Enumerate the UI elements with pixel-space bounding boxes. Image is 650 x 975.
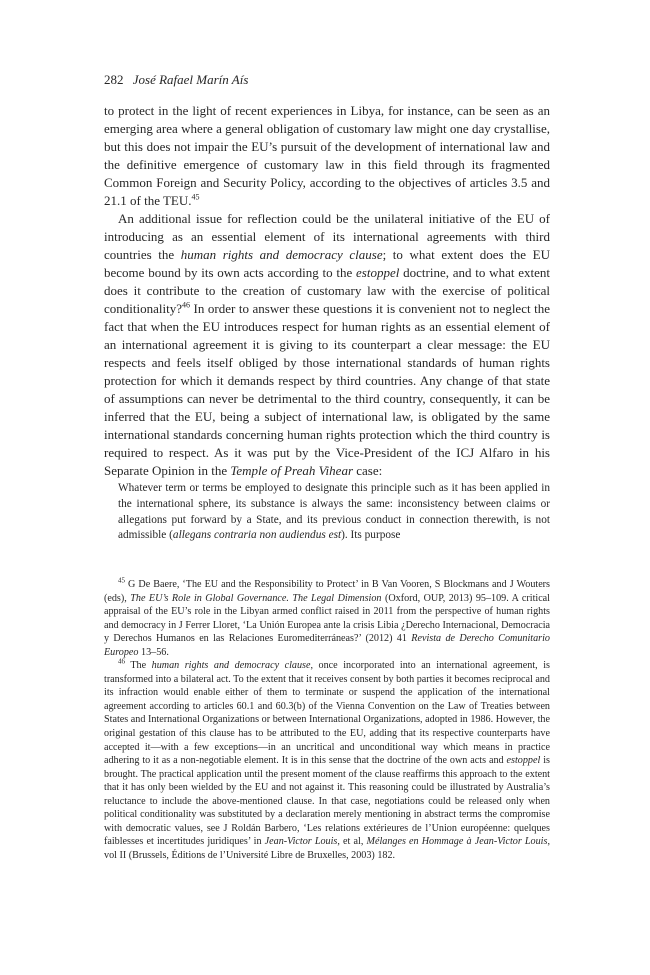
quote-text-a: Whatever term or terms be employed to designate this principle such as it has been applied in the international sphere, its substance is always the same: inconsistency between claims or allegations put forward by a State, and its previous conduct in connection therewith, is not admissible ( (118, 482, 550, 542)
paragraph-2-italic-clause: human rights and democracy clause (180, 247, 383, 262)
footnotes (104, 578, 550, 862)
footnote-46-mark: 46 (118, 657, 125, 666)
paragraph-2-text-c: doctrine, and to what extent does it contribute to the creation of customary law with the exercise of political conditionality? (104, 265, 550, 316)
footnote-46 (104, 659, 550, 862)
paragraph-2 (104, 210, 550, 480)
paragraph-2-text-a: An additional issue for reflection could be the unilateral initiative of the EU of introducing as an essential element of its international agreements with third countries the (104, 211, 550, 262)
main-text (104, 102, 550, 480)
paragraph-1 (104, 102, 550, 210)
footnote-46-italic-author: Jean-Victor Louis (264, 836, 338, 848)
paragraph-2-italic-estoppel: estoppel (356, 265, 400, 280)
block-quote (118, 481, 550, 544)
footnote-46-text-b: , once incorporated into an international agreement, is transformed into a bilateral act. To the extent that it receives consent by both parties it becomes reciprocal and its infraction would enable either of them to terminate or suspend the application of the international agreement according to articles 60.1 and 60.3(b) of the Vienna Convention on the Law of Treaties between States and International Organizations or between International Organizations, adopted in 1986. However, the original gestation of this clause has to be attributed to the EU, adding that its respective counterparts have accepted it—with a few exceptions—in an uncritical and unconditional way which means in practice adhering to it as a non-negotiable element. It is in this sense that the doctrine of the own acts and (104, 660, 550, 767)
footnote-46-text-e: , vol II (Brussels, Éditions de l’Université Libre de Bruxelles, 2003) 182. (104, 836, 550, 861)
footnote-46-text-c: is brought. The practical application until the present moment of the clause reaffirms this approach to the extent that it has only been wielded by the EU and not against it. This reasoning could be illustrated by Australia’s reluctance to include the above-mentioned clause. In that case, negotiations could be released only when political conditionality was substituted by a declaration merely mentioning in abstract terms the compromise with democratic values, see J Roldán Barbero, ‘Les relations extérieures de l’Union européenne: quelques faiblesses et incertitudes juridiques’ in (104, 755, 550, 848)
footnote-46-text-d: , et al, (337, 836, 367, 848)
paragraph-2-text-d: In order to answer these questions it is convenient not to neglect the fact that when the EU introduces respect for human rights as an essential element of an international agreement it is giving to its counterpart a clear message: the EU respects and feels itself obliged by those international standards of human rights protection for which it demands respect by third countries. Any change of that state of assumptions can never be detrimental to the third country, consequently, it can be inferred that the EU, being a subject of international law, is obligated by the same international standards concerning human rights protection which the third country is required to respect. As it was put by the Vice-President of the ICJ Alfaro in his Separate Opinion in the (104, 301, 550, 478)
page-number: 282 (104, 72, 124, 87)
footnote-46-text-a: The (125, 660, 152, 672)
paragraph-2-text-e: case: (353, 463, 383, 478)
footnote-45-text-c: 13–56. (138, 646, 169, 658)
footnote-ref-46[interactable]: 46 (181, 300, 190, 310)
footnote-46-italic-clause: human rights and democracy clause (151, 660, 311, 672)
quote-text-b: ). Its purpose (341, 529, 401, 542)
footnote-45-text-a: G De Baere, ‘The EU and the Responsibility to Protect’ in B Van Vooren, S Blockmans and J Wouters (eds), (104, 579, 550, 604)
running-author: José Rafael Marín Aís (132, 72, 249, 87)
footnote-45-italic-journal: Revista de Derecho Comunitario Europeo (104, 633, 550, 658)
footnote-45-mark: 45 (118, 576, 125, 585)
paragraph-2-text-b: ; to what extent does the EU become bound by its own acts according to the (104, 247, 550, 280)
paragraph-2-italic-case: Temple of Preah Vihear (230, 463, 354, 478)
footnote-45-italic-book: The EU’s Role in Global Governance. The Legal Dimension (130, 592, 382, 604)
paragraph-1-text: to protect in the light of recent experiences in Libya, for instance, can be seen as an emerging area where a general obligation of customary law might one day crystallise, but this does not impair the EU’s pursuit of the development of international law and the definitive emergence of customary law in this field through its fragmented Common Foreign and Security Policy, according to the objectives of articles 3.5 and 21.1 of the TEU. (104, 103, 550, 208)
footnote-46-italic-estoppel: estoppel (506, 755, 541, 767)
quote-italic-latin: allegans contraria non audiendus est (172, 529, 342, 542)
footnote-46-italic-melanges: Mélanges en Hommage à Jean-Victor Louis (366, 836, 548, 848)
running-header (104, 72, 248, 88)
footnote-45 (104, 578, 550, 659)
footnote-ref-45[interactable]: 45 (191, 192, 200, 202)
footnote-45-text-b: (Oxford, OUP, 2013) 95–109. A critical appraisal of the EU’s role in the Libyan armed conflict raised in 2011 from the perspective of human rights and democracy in J Ferrer Lloret, ‘La Unión Europea ante la crisis Libia ¿Derecho Internacional, Democracia y Derechos Humanos en las Relaciones Euromediterráneas?’ (2012) 41 (104, 592, 550, 645)
